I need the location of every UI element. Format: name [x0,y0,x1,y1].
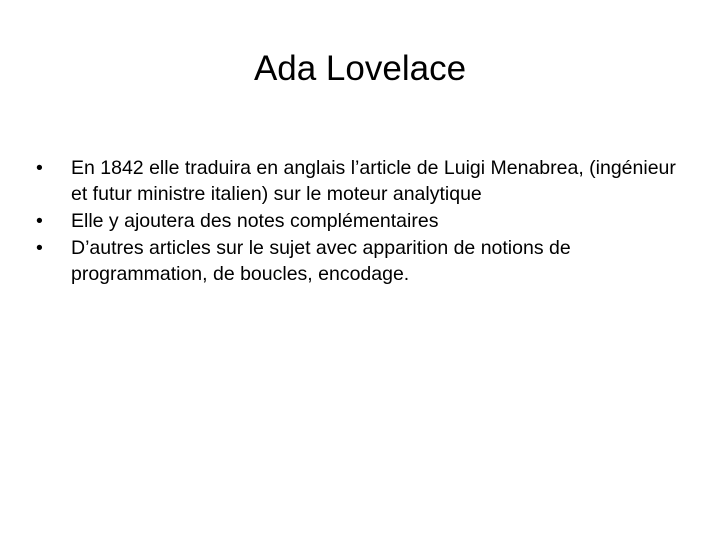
bullet-text-2: Elle y ajoutera des notes complémentaires [71,210,439,232]
bullet-icon: • [36,210,43,232]
bullet-icon: • [36,237,43,259]
bullet-item-3 [36,235,686,287]
bullet-list [36,155,686,288]
bullet-item-1 [36,155,686,207]
bullet-item-2 [36,208,686,234]
bullet-icon: • [36,157,43,179]
slide-title: Ada Lovelace [253,49,467,88]
bullet-text-1: En 1842 elle traduira en anglais l’article de Luigi Menabrea, (ingénieur et futur ministre italien) sur le moteur analytique [71,157,676,205]
bullet-text-3: D’autres articles sur le sujet avec apparition de notions de programmation, de boucles, encodage. [71,237,571,285]
